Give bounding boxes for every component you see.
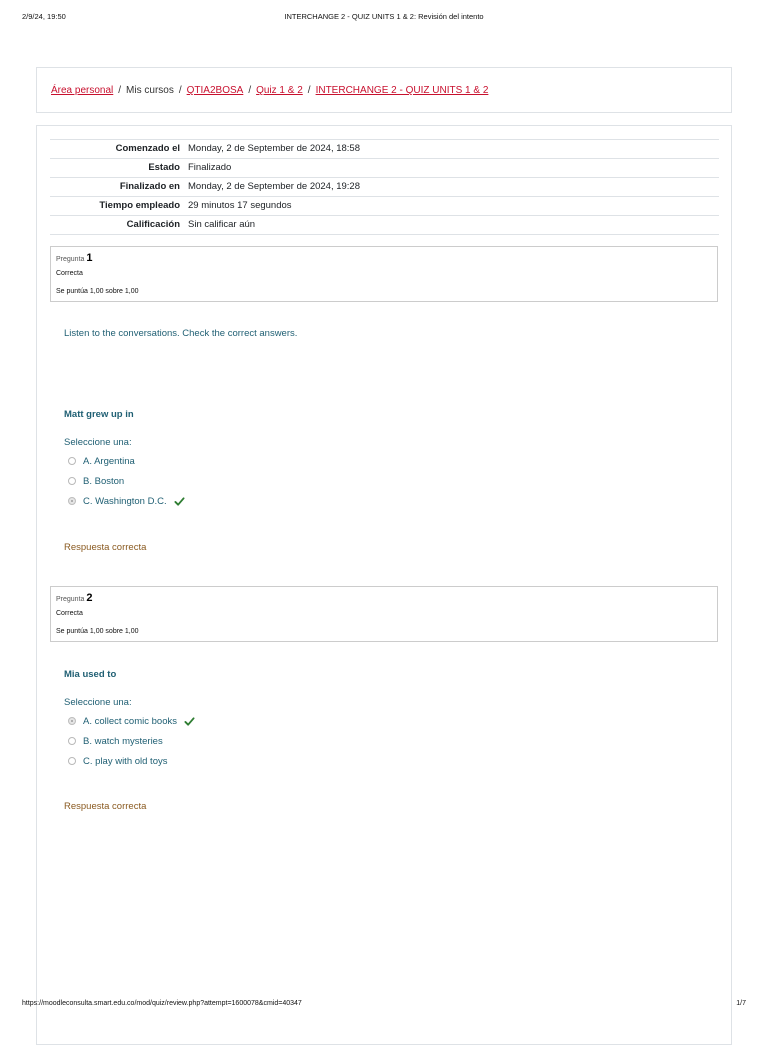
radio-icon[interactable] [68,457,76,465]
select-label: Seleccione una: [64,697,132,708]
summary-row-finished [50,178,719,197]
question-state: Correcta [56,270,83,277]
question-number-value: 2 [86,592,93,604]
question-2-info [50,586,718,642]
radio-icon[interactable] [68,757,76,765]
select-label: Seleccione una: [64,437,132,448]
summary-label: Estado [50,159,184,178]
summary-label: Calificación [50,216,184,235]
summary-label: Finalizado en [50,178,184,197]
answer-option[interactable] [68,754,167,768]
answer-option[interactable] [68,474,124,488]
attempt-summary-table [50,139,719,235]
breadcrumb-separator: / [307,85,311,96]
summary-label: Comenzado el [50,140,184,159]
question-1-info [50,246,718,302]
answer-label: A. Argentina [83,455,135,467]
question-number-value: 1 [86,252,93,264]
print-header [22,12,746,22]
answer-label: B. watch mysteries [83,735,163,747]
question-prefix: Pregunta [56,256,85,263]
breadcrumb-section[interactable]: Quiz 1 & 2 [256,85,303,96]
print-page-count: 1/7 [736,1000,746,1007]
print-footer [22,1000,746,1010]
check-icon [174,496,185,507]
breadcrumb-area-personal[interactable]: Área personal [51,85,114,96]
answer-label: C. Washington D.C. [83,495,167,507]
summary-label: Tiempo empleado [50,197,184,216]
breadcrumb-course[interactable]: QTIA2BOSA [186,85,244,96]
radio-icon[interactable] [68,717,76,725]
breadcrumb-separator: / [248,85,252,96]
radio-icon[interactable] [68,477,76,485]
answer-label: C. play with old toys [83,755,168,767]
question-instructions: Listen to the conversations. Check the correct answers. [64,328,298,339]
summary-row-grade [50,216,719,235]
print-date: 2/9/24, 19:50 [22,12,66,21]
breadcrumb-separator: / [118,85,122,96]
question-prefix: Pregunta [56,596,85,603]
summary-row-state [50,159,719,178]
answer-option-selected[interactable] [68,494,185,508]
question-state: Correcta [56,610,83,617]
summary-value: Sin calificar aún [184,216,719,235]
print-url: https://moodleconsulta.smart.edu.co/mod/quiz/review.php?attempt=1600078&cmid=40347 [22,1000,302,1007]
answer-label: B. Boston [83,475,125,487]
answer-option[interactable] [68,734,163,748]
question-number [56,252,93,264]
breadcrumb-quiz[interactable]: INTERCHANGE 2 - QUIZ UNITS 1 & 2 [315,85,489,96]
answer-option[interactable] [68,454,135,468]
print-title: INTERCHANGE 2 - QUIZ UNITS 1 & 2: Revisión del intento [284,12,484,21]
question-prompt: Mia used to [64,669,117,680]
breadcrumb-separator: / [178,85,182,96]
check-icon [184,716,195,727]
summary-value: Monday, 2 de September de 2024, 18:58 [184,140,719,159]
question-grade: Se puntúa 1,00 sobre 1,00 [56,628,139,635]
answer-label: A. collect comic books [83,715,177,727]
question-prompt: Matt grew up in [64,409,134,420]
summary-value: Monday, 2 de September de 2024, 19:28 [184,178,719,197]
summary-value: 29 minutos 17 segundos [184,197,719,216]
breadcrumb [51,85,488,96]
breadcrumb-container [36,67,732,113]
radio-icon[interactable] [68,497,76,505]
summary-value: Finalizado [184,159,719,178]
summary-row-started [50,140,719,159]
answer-option-selected[interactable] [68,714,195,728]
feedback-text: Respuesta correcta [64,542,147,553]
question-grade: Se puntúa 1,00 sobre 1,00 [56,288,139,295]
question-number [56,592,93,604]
breadcrumb-mis-cursos: Mis cursos [126,85,174,96]
summary-row-time [50,197,719,216]
radio-icon[interactable] [68,737,76,745]
feedback-text: Respuesta correcta [64,801,147,812]
